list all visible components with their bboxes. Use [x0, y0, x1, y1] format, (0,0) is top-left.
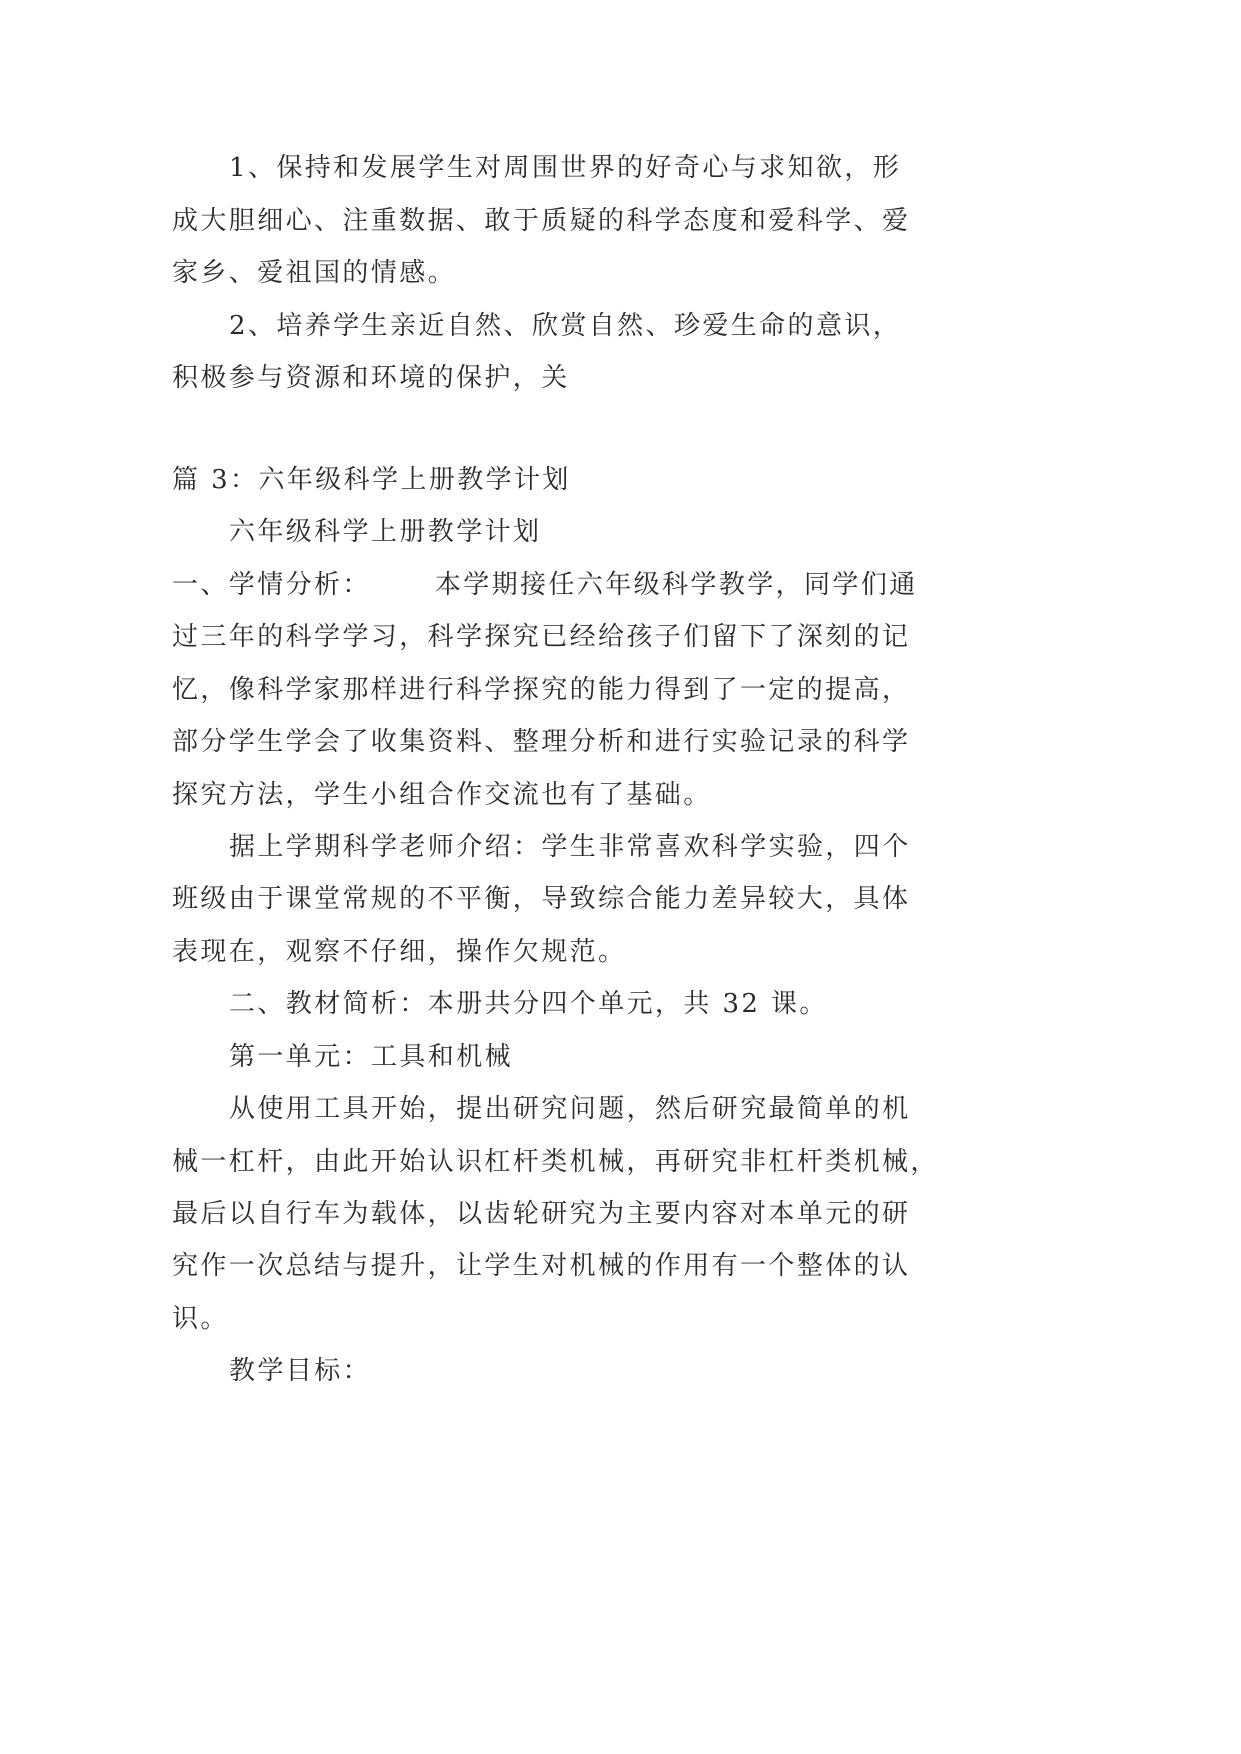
article-title: 六年级科学上册教学计划: [229, 517, 542, 547]
learning-analysis-text: 本学期接任六年级科学教学，同学们通: [434, 570, 918, 600]
teacher-report-line-3: 表现在，观察不仔细，操作欠规范。: [172, 937, 627, 967]
goal-1-line-1: 1、保持和发展学生对周围世界的好奇心与求知欲，形: [229, 153, 902, 183]
teacher-report-line-2: 班级由于课堂常规的不平衡，导致综合能力差异较大，具体: [172, 884, 911, 914]
objectives-label: 教学目标：: [229, 1356, 372, 1386]
unit-1-line-5: 识。: [172, 1304, 229, 1334]
goal-2-line-1: 2、培养学生亲近自然、欣赏自然、珍爱生命的意识，: [229, 311, 902, 341]
learning-analysis-line-5: 探究方法，学生小组合作交流也有了基础。: [172, 780, 712, 810]
goal-2-line-2: 积极参与资源和环境的保护，关: [172, 363, 570, 393]
goal-1-line-2: 成大胆细心、注重数据、敢于质疑的科学态度和爱科学、爱: [172, 206, 911, 236]
goal-1-line-3: 家乡、爱祖国的情感。: [172, 258, 457, 288]
article-heading: 篇 3：六年级科学上册教学计划: [172, 465, 571, 495]
teacher-report-line-1: 据上学期科学老师介绍：学生非常喜欢科学实验，四个: [229, 832, 911, 862]
unit-1-title: 第一单元：工具和机械: [229, 1042, 514, 1072]
unit-1-line-1: 从使用工具开始，提出研究问题，然后研究最简单的机: [229, 1094, 911, 1124]
unit-1-line-2: 械一杠杆，由此开始认识杠杆类机械，再研究非杠杆类机械，: [172, 1147, 939, 1177]
learning-analysis-line-3: 忆，像科学家那样进行科学探究的能力得到了一定的提高，: [172, 675, 911, 705]
learning-analysis-line-1: [172, 567, 918, 603]
learning-analysis-line-2: 过三年的科学学习，科学探究已经给孩子们留下了深刻的记: [172, 622, 911, 652]
unit-1-line-3: 最后以自行车为载体，以齿轮研究为主要内容对本单元的研: [172, 1199, 911, 1229]
textbook-analysis: 二、教材简析：本册共分四个单元，共 32 课。: [229, 989, 828, 1019]
learning-analysis-line-4: 部分学生学会了收集资料、整理分析和进行实验记录的科学: [172, 727, 911, 757]
unit-1-line-4: 究作一次总结与提升，让学生对机械的作用有一个整体的认: [172, 1251, 911, 1281]
learning-analysis-label: 一、学情分析：: [172, 570, 371, 600]
